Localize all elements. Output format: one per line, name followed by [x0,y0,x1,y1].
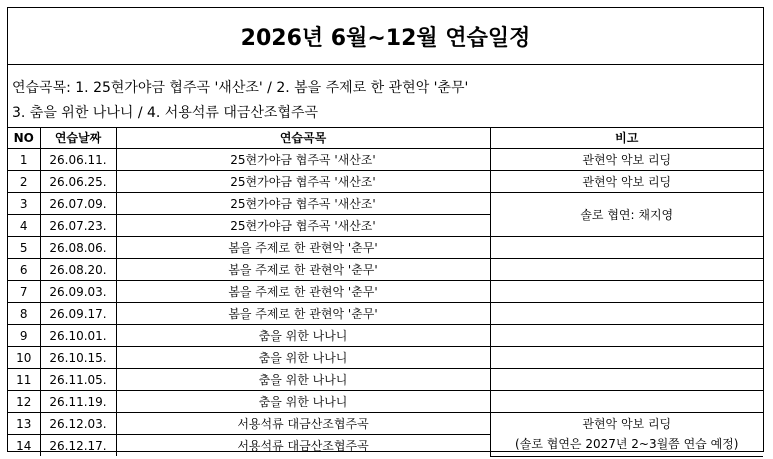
cell-no: 13 [8,413,40,435]
cell-piece: 춤을 위한 나나니 [116,391,490,413]
table-row [8,369,763,391]
cell-piece: 서용석류 대금산조협주곡 [116,435,490,457]
table-row [8,171,763,193]
table-row [8,325,763,347]
description-line-1: 연습곡목: 1. 25현가야금 협주곡 '새산조' / 2. 봄을 주제로 한 관현악 '춘무' [12,80,469,96]
cell-piece: 25현가야금 협주곡 '새산조' [116,171,490,193]
cell-note-merged [490,413,763,457]
cell-note [490,281,763,303]
cell-date: 26.09.17. [40,303,116,325]
cell-date: 26.10.15. [40,347,116,369]
cell-piece: 춤을 위한 나나니 [116,325,490,347]
cell-piece: 봄을 주제로 한 관현악 '춘무' [116,237,490,259]
cell-date: 26.11.05. [40,369,116,391]
cell-note [490,369,763,391]
cell-date: 26.07.09. [40,193,116,215]
cell-piece: 봄을 주제로 한 관현악 '춘무' [116,259,490,281]
cell-note: 관현악 악보 리딩 [490,171,763,193]
cell-note [490,237,763,259]
table-row [8,193,763,215]
cell-no: 12 [8,391,40,413]
header-date: 연습날짜 [40,127,116,149]
table-row [8,259,763,281]
page-title: 2026년 6월~12월 연습일정 [8,8,763,65]
cell-no: 5 [8,237,40,259]
cell-note [490,391,763,413]
table-row [8,347,763,369]
cell-no: 14 [8,435,40,457]
note-line-2: (솔로 협연은 2027년 2~3월쯤 연습 예정) [515,437,739,452]
cell-piece: 25현가야금 협주곡 '새산조' [116,215,490,237]
cell-no: 4 [8,215,40,237]
cell-no: 3 [8,193,40,215]
cell-note: 관현악 악보 리딩 [490,149,763,171]
cell-piece: 봄을 주제로 한 관현악 '춘무' [116,303,490,325]
cell-no: 11 [8,369,40,391]
cell-piece: 25현가야금 협주곡 '새산조' [116,193,490,215]
cell-no: 7 [8,281,40,303]
cell-piece: 봄을 주제로 한 관현악 '춘무' [116,281,490,303]
cell-note [490,325,763,347]
header-no: NO [8,127,40,149]
cell-date: 26.06.11. [40,149,116,171]
cell-no: 2 [8,171,40,193]
table-header-row [8,127,763,149]
cell-note-merged: 솔로 협연: 채지영 [490,193,763,237]
cell-date: 26.08.20. [40,259,116,281]
table-row [8,303,763,325]
cell-no: 8 [8,303,40,325]
schedule-table [8,127,763,457]
cell-date: 26.08.06. [40,237,116,259]
cell-date: 26.07.23. [40,215,116,237]
cell-no: 6 [8,259,40,281]
cell-no: 10 [8,347,40,369]
piece-list-description [8,65,763,128]
cell-date: 26.11.19. [40,391,116,413]
cell-piece: 25현가야금 협주곡 '새산조' [116,149,490,171]
cell-note [490,259,763,281]
cell-piece: 춤을 위한 나나니 [116,369,490,391]
cell-date: 26.06.25. [40,171,116,193]
note-line-1: 관현악 악보 리딩 [582,417,672,432]
cell-date: 26.12.03. [40,413,116,435]
table-row [8,149,763,171]
table-row [8,237,763,259]
cell-note [490,347,763,369]
cell-date: 26.09.03. [40,281,116,303]
header-note: 비고 [490,127,763,149]
cell-no: 1 [8,149,40,171]
table-row [8,281,763,303]
cell-no: 9 [8,325,40,347]
schedule-sheet [7,7,764,452]
table-row [8,413,763,435]
description-line-2: 3. 춤을 위한 나나니 / 4. 서용석류 대금산조협주곡 [12,105,319,121]
cell-piece: 서용석류 대금산조협주곡 [116,413,490,435]
table-row [8,391,763,413]
cell-piece: 춤을 위한 나나니 [116,347,490,369]
header-piece: 연습곡목 [116,127,490,149]
cell-date: 26.10.01. [40,325,116,347]
cell-date: 26.12.17. [40,435,116,457]
cell-note [490,303,763,325]
